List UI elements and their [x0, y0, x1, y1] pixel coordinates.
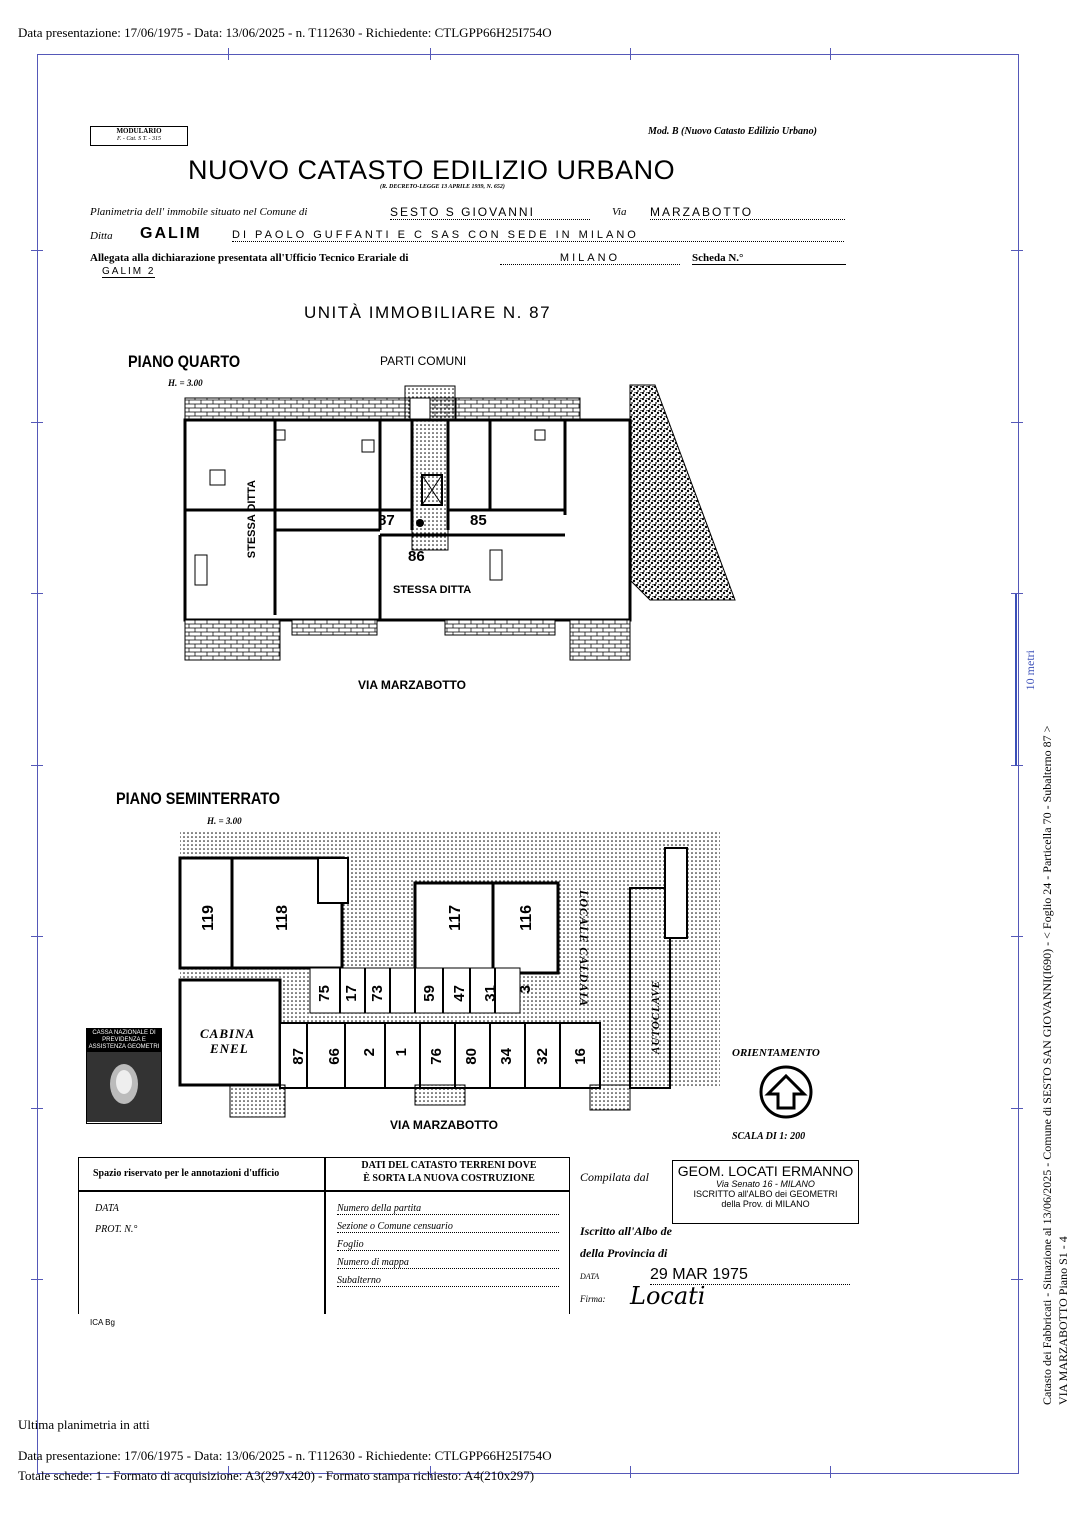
dati-line1: DATI DEL CATASTO TERRENI DOVE — [361, 1160, 537, 1171]
floor-seminterrato-height: H. = 3.00 — [207, 816, 242, 826]
footer-line2: Totale schede: 1 - Formato di acquisizione: A3(297x420) - Formato stampa richiesto: A4(210x297) — [18, 1468, 535, 1483]
autoclave-label: AUTOCLAVE — [650, 980, 662, 1054]
iscritto-label: Iscritto all'Albo de — [580, 1224, 673, 1238]
unit-76: 76 — [428, 1048, 445, 1065]
unit-34: 34 — [498, 1048, 515, 1065]
street-top-label: VIA MARZABOTTO — [358, 678, 466, 692]
locale-caldaia-label: LOCALE CALDAIA — [577, 890, 591, 1008]
cassa-stamp — [86, 1028, 162, 1124]
unit-85-label: 85 — [470, 512, 487, 529]
ultima-label: Ultima planimetria in atti — [18, 1417, 150, 1432]
model-label: Mod. B (Nuovo Catasto Edilizio Urbano) — [648, 126, 817, 137]
foglio-label: Foglio — [337, 1239, 559, 1251]
compilata-label: Compilata dal — [580, 1170, 650, 1184]
provincia-label: della Provincia di — [580, 1246, 668, 1260]
unita-title: UNITÀ IMMOBILIARE N. 87 — [304, 303, 552, 322]
modulario-label: MODULARIO — [116, 127, 162, 135]
orientamento-label: ORIENTAMENTO — [732, 1047, 820, 1059]
unit-86-label: 86 — [408, 548, 425, 565]
scale-bar-label: 10 metri — [1023, 650, 1037, 691]
stessa-ditta-right: STESSA DITTA — [393, 584, 472, 596]
unit-17: 17 — [343, 985, 360, 1002]
scala-label: SCALA DI 1: 200 — [732, 1131, 806, 1142]
form-subtitle: (R. DECRETO-LEGGE 13 APRILE 1939, N. 652) — [380, 184, 505, 190]
unit-80: 80 — [463, 1048, 480, 1065]
sezione-label: Sezione o Comune censuario — [337, 1221, 559, 1233]
unit-119: 119 — [200, 905, 217, 931]
stamp-iscritto: ISCRITTO all'ALBO dei GEOMETRI — [693, 1189, 838, 1199]
unit-75: 75 — [316, 985, 333, 1002]
geometra-stamp — [672, 1160, 859, 1224]
subalterno-label: Subalterno — [337, 1275, 559, 1287]
data-field-label: DATA — [95, 1203, 119, 1214]
unit-3: 3 — [517, 985, 534, 994]
stamp-portrait-icon — [87, 1052, 161, 1122]
unit-118: 118 — [274, 905, 291, 931]
firma-label: Firma: — [580, 1294, 606, 1304]
unit-1: 1 — [393, 1048, 410, 1057]
ica-label: ICA Bg — [90, 1318, 115, 1327]
unit-117: 117 — [447, 905, 464, 931]
scale-bar — [1015, 594, 1017, 766]
floor-quarto-height: H. = 3.00 — [168, 378, 203, 388]
street-bottom-label: VIA MARZABOTTO — [390, 1118, 498, 1132]
spazio-label: Spazio riservato per le annotazioni d'ufficio — [93, 1168, 280, 1179]
unit-31: 31 — [482, 985, 499, 1002]
date-label: DATA — [580, 1272, 600, 1281]
modulario-code: F. - Cat. S T. - 315 — [117, 136, 161, 142]
prot-field-label: PROT. N.° — [95, 1224, 138, 1235]
cassa-stamp-text: CASSA NAZIONALE DI PREVIDENZA E ASSISTENZA GEOMETRI — [88, 1030, 160, 1050]
floor-seminterrato-label: PIANO SEMINTERRATO — [116, 789, 281, 808]
floor-plan-seminterrato — [175, 828, 725, 1118]
unit-87-label: 87 — [378, 512, 395, 529]
unit-116: 116 — [518, 905, 535, 931]
scheda-ref: GALIM 2 — [102, 266, 156, 277]
modulario-box — [90, 126, 188, 146]
enel-label: ENEL — [210, 1041, 249, 1056]
form-title: NUOVO CATASTO EDILIZIO URBANO — [188, 155, 676, 185]
stessa-ditta-left: STESSA DITTA — [246, 480, 258, 559]
signature: Locati — [630, 1282, 706, 1310]
stamp-address: Via Senato 16 - MILANO — [716, 1179, 815, 1189]
header-line: Data presentazione: 17/06/1975 - Data: 13/06/2025 - n. T112630 - Richiedente: CTLGPP66H25I754O — [18, 25, 552, 40]
planimetria-label: Planimetria dell' immobile situato nel Comune di — [90, 206, 308, 218]
unit-59: 59 — [421, 985, 438, 1002]
unit-47: 47 — [451, 985, 468, 1002]
floor-plan-quarto — [180, 380, 740, 665]
ditta-value: GALIM — [140, 225, 202, 242]
dati-line2: È SORTA LA NUOVA COSTRUZIONE — [363, 1173, 535, 1184]
compass-icon — [758, 1064, 814, 1120]
stamp-name: GEOM. LOCATI ERMANNO — [677, 1163, 854, 1179]
side-info-line2: VIA MARZABOTTO Piano S1 - 4 — [1056, 1236, 1070, 1405]
unit-66: 66 — [326, 1048, 343, 1065]
ufficio-value: MILANO — [500, 252, 680, 265]
unit-16: 16 — [572, 1048, 589, 1065]
footer-line1: Data presentazione: 17/06/1975 - Data: 13/06/2025 - n. T112630 - Richiedente: CTLGPP66H25I754O — [18, 1448, 552, 1463]
ditta-label: Ditta — [90, 230, 113, 242]
numero-mappa-label: Numero di mappa — [337, 1257, 559, 1269]
unit-73: 73 — [369, 985, 386, 1002]
via-value: MARZABOTTO — [650, 205, 845, 220]
allegata-label: Allegata alla dichiarazione presentata all'Ufficio Tecnico Erariale di — [90, 252, 409, 264]
numero-partita-label: Numero della partita — [337, 1203, 559, 1215]
parti-comuni-label: PARTI COMUNI — [380, 354, 467, 368]
cabina-label: CABINA — [200, 1026, 256, 1041]
via-label: Via — [612, 206, 627, 218]
comune-value: SESTO S GIOVANNI — [390, 205, 590, 220]
stamp-provincia: della Prov. di MILANO — [721, 1199, 810, 1209]
side-info-line1: Catasto dei Fabbricati - Situazione al 13/06/2025 - Comune di SESTO SAN GIOVANNI(I690) - < Foglio 24 - Particella 70 - Subalterno 87 > — [1040, 725, 1054, 1405]
floor-quarto-label: PIANO QUARTO — [128, 352, 241, 371]
scheda-label: Scheda N.° — [692, 252, 846, 265]
annotations-table — [78, 1157, 570, 1314]
date-value: 29 MAR 1975 — [650, 1266, 850, 1285]
unit-32: 32 — [534, 1048, 551, 1065]
unit-2: 2 — [361, 1048, 378, 1057]
unit-87-low: 87 — [290, 1048, 307, 1065]
ditta-rest: DI PAOLO GUFFANTI E C SAS CON SEDE IN MILANO — [232, 229, 844, 242]
